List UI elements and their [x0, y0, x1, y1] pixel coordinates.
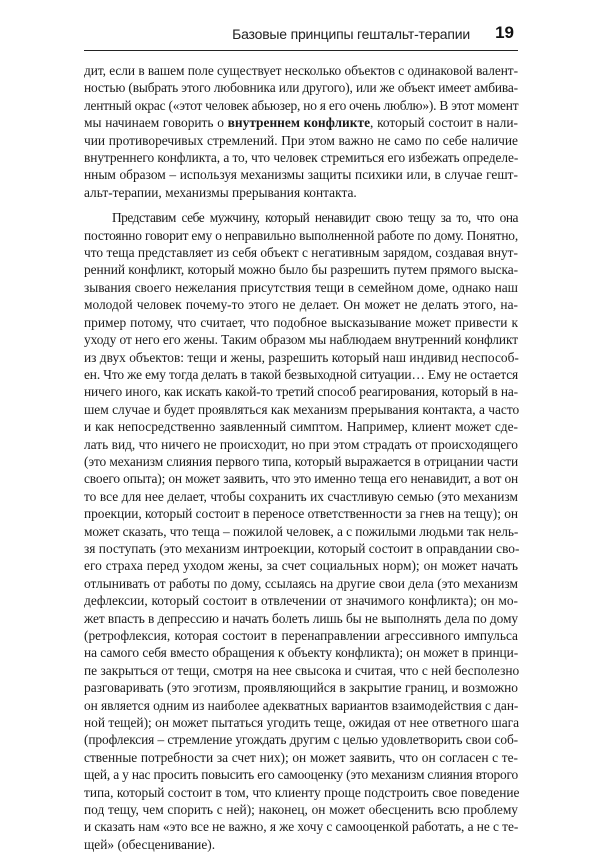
paragraph-1 — [84, 62, 518, 201]
text-line: пример потому, что считает, что подобное высказывание может привести к — [84, 314, 518, 330]
text-line: типа, который состоит в том, что клиенту проще подстроить свое поведение — [84, 784, 520, 800]
text-line: то все для нее делает, чтобы сохранить их счастливую семью (это механизм — [84, 488, 518, 504]
text-line: молодой человек почему-то этого не делает. Он может не делать этого, на- — [84, 297, 518, 313]
text-line: шем случае и будет проявляться как механизм прерывания контакта, а часто — [84, 401, 520, 417]
text-line: пе закрыться от тещи, смотря на нее свысока и считая, что с ней бесполезно — [84, 662, 520, 678]
text-line: нным образом – используя механизмы защиты психики или, в случае гешт- — [84, 167, 518, 183]
bold-term: внутреннем конфликте — [227, 115, 371, 131]
text-line: уходу от него его жены. Таким образом мы наблюдаем внутренний конфликт — [84, 332, 518, 348]
text-fragment: мы начинаем говорить о — [84, 115, 228, 131]
text-line: ной тещей); он может пытаться угодить теще, ожидая от нее ответного шага — [84, 715, 520, 731]
text-line: зывания своего нежелания присутствия тещи в семейном доме, однако наш — [84, 279, 518, 295]
text-body — [84, 62, 518, 853]
text-line: альт-терапии, механизмы прерывания контакта. — [84, 184, 357, 200]
text-line: и как непосредственно заявленный симптом. Например, клиент может сде- — [84, 419, 518, 435]
text-line: (это механизм слияния первого типа, который выражается в отрицании части — [84, 453, 518, 469]
text-line: проекции, который состоит в переносе ответственности за гнев на тещу); он — [84, 506, 518, 522]
text-line: (ретрофлексия, которая состоит в перенаправлении агрессивного импульса — [84, 628, 518, 643]
text-line: (профлексия – стремление угождать другим с целью удовлетворить свои соб- — [84, 732, 518, 748]
text-line: зя поступать (это механизм интроекции, который состоит в оправдании сво- — [84, 540, 520, 556]
text-line: отлынивать от работы по дому, ссылаясь на другие свои дела (это механизм — [84, 575, 518, 591]
text-line: разговаривать (это эготизм, проявляющийся в закрытие границ, и возможно — [84, 680, 518, 696]
text-line: из двух объектов: тещи и жены, разрешить который наш индивид неспособ- — [84, 349, 519, 365]
text-line: ен. Что же ему тогда делать в такой безвыходной ситуации… Ему не остается — [84, 366, 519, 382]
text-line: и сказать нам «это все не важно, я же хочу с самооценкой работать, а не с те- — [84, 819, 519, 835]
text-line: ренний конфликт, который можно было бы разрешить путем прямого выска- — [84, 262, 518, 278]
paragraph-2 — [84, 209, 518, 853]
running-title: Базовые принципы гештальт-терапии — [232, 26, 470, 42]
text-line: внутреннего конфликта, а то, что человек стремиться его избежать определе- — [84, 150, 519, 166]
text-line: щей, а у нас просить повысить его самооценку (это механизм слияния второго — [84, 767, 518, 783]
text-line: лать вид, что ничего не происходит, но при этом страдать от происходящего — [84, 436, 518, 452]
text-fragment: , который состоит в нали- — [370, 115, 518, 131]
text-line: лентный окрас («этот человек абьюзер, но я его очень люблю»). В этот момент — [84, 97, 519, 113]
text-line: ничего иного, как искать какой-то третий способ реагирования, который в на- — [84, 384, 518, 400]
text-line: что теща представляет из себя объект с негативным зарядом, создавая внут- — [84, 245, 518, 261]
text-line — [84, 114, 518, 131]
text-line: щей» (обесценивание). — [84, 836, 216, 852]
text-line: жет впасть в депрессию и начать болеть лишь бы не выполнять дела по дому — [84, 610, 518, 626]
page-number: 19 — [495, 23, 514, 42]
text-line: ностью (выбрать этого любовника или другого), или же объект имеет амбива- — [84, 80, 518, 96]
text-line: чии противоречивых стремлений. При этом важно не само по себе наличие — [84, 132, 518, 148]
text-line: дефлексии, который состоит в отвлечении от значимого конфликта); он мо- — [84, 593, 518, 609]
text-line: под тещу, чем спорить с ней); наконец, он может обесценить всю проблему — [84, 802, 518, 818]
text-line: он является одним из наиболее адекватных вариантов взаимодействия с дан- — [84, 697, 519, 713]
text-line: Представим себе мужчину, который ненавидит свою тещу за то, что она — [112, 210, 518, 226]
text-line: постоянно говорит ему о неправильно выполненной работе по дому. Понятно, — [84, 227, 518, 243]
text-line: его страха перед уходом жены, за счет социальных норм); он может начать — [84, 558, 518, 574]
text-line: дит, если в вашем поле существует несколько объектов с одинаковой валент- — [84, 63, 518, 78]
text-line: своего опыта); он может заявить, что это именно теща его ненавидит, а вот он — [84, 471, 519, 487]
running-header — [84, 22, 518, 51]
text-line: может сказать, что теща – пожилой человек, а с пожилыми людьми так нель- — [84, 523, 519, 539]
text-line: на самого себя вместо обращения к объекту конфликта); он может в принци- — [84, 645, 519, 661]
text-line: ственные потребности за счет них); он может заявить, что он согласен с те- — [84, 749, 518, 765]
